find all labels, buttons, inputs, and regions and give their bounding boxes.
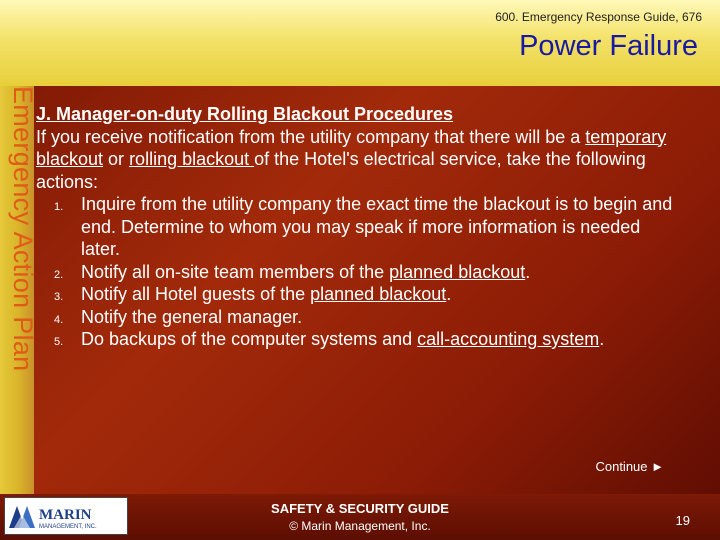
planned-blackout-link[interactable]: planned blackout <box>310 284 447 304</box>
planned-blackout-link[interactable]: planned blackout <box>389 261 526 282</box>
rolling-blackout-link[interactable]: rolling blackout <box>129 149 255 169</box>
list-item-text: Notify all Hotel guests of the <box>81 284 311 304</box>
logo-subtext: MANAGEMENT, INC. <box>39 524 97 530</box>
slide-content <box>36 103 676 351</box>
list-number: 2. <box>54 268 64 281</box>
vertical-section-label: Emergency Action Plan <box>8 86 38 372</box>
list-number: 4. <box>54 313 64 326</box>
list-item-punct: . <box>599 329 605 349</box>
list-number: 3. <box>54 291 64 303</box>
intro-text-2: or <box>103 149 130 169</box>
list-item <box>36 283 676 306</box>
logo-graphic <box>5 498 127 534</box>
guide-reference: 600. Emergency Response Guide, 676 <box>495 10 702 24</box>
marin-management-logo <box>4 497 128 535</box>
list-item-punct: . <box>446 284 452 304</box>
continue-link[interactable]: Continue ► <box>595 459 664 474</box>
footer-title: SAFETY & SECURITY GUIDE <box>271 501 449 516</box>
list-item <box>36 193 676 261</box>
page-number: 19 <box>675 513 690 528</box>
list-item-text: Notify the general manager. <box>81 306 303 327</box>
list-item-punct: . <box>525 261 531 282</box>
section-heading: J. Manager-on-duty Rolling Blackout Procedures <box>36 104 454 124</box>
intro-text-1: If you receive notification from the utility company that there will be a <box>36 126 586 147</box>
call-accounting-system-link[interactable]: call-accounting system <box>417 329 600 349</box>
footer-copyright: © Marin Management, Inc. <box>289 519 431 533</box>
list-item <box>36 328 676 351</box>
list-number: 5. <box>54 336 64 348</box>
list-item-text: Inquire from the utility company the exact time the blackout is to begin and end. Determine to whom you may speak if more information is needed later. <box>81 194 673 259</box>
list-item <box>36 306 676 329</box>
intro-text-3: of the Hotel's electrical service, take the following actions: <box>36 149 646 192</box>
logo-emblem-icon <box>9 506 35 528</box>
action-list <box>36 193 676 351</box>
page-title: Power Failure <box>519 30 698 62</box>
temporary-blackout-link[interactable]: temporary blackout <box>36 126 667 169</box>
list-item <box>36 261 676 284</box>
list-item-text: Do backups of the computer systems and <box>81 329 418 349</box>
list-number: 1. <box>54 201 64 213</box>
list-item-text: Notify all on-site team members of the <box>81 261 390 282</box>
intro-paragraph <box>36 126 676 194</box>
logo-wordmark: MARIN <box>39 507 92 523</box>
